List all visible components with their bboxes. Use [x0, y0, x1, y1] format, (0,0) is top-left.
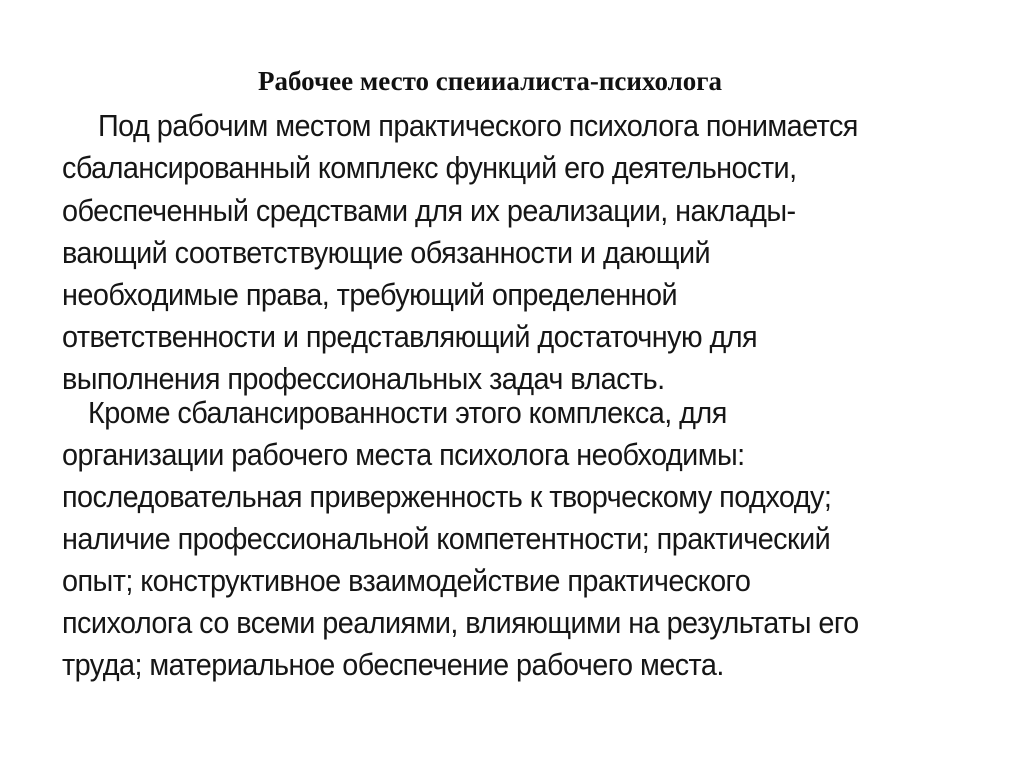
body-line: Кроме сбалансированности этого комплекса, для — [88, 395, 727, 430]
body-line: необходимые права, требующий определенной — [62, 277, 678, 312]
body-line: выполнения профессиональных задач власть. — [62, 361, 665, 396]
slide-title: Рабочее место спеииалиста-психолога — [258, 66, 722, 96]
body-line: Под рабочим местом практического психолога понимается — [98, 108, 858, 143]
body-line: ответственности и представляющий достаточную для — [62, 319, 758, 354]
body-line: организации рабочего места психолога необходимы: — [62, 437, 745, 472]
body-line: труда; материальное обеспечение рабочего места. — [62, 647, 724, 682]
body-line: опыт; конструктивное взаимодействие практического — [62, 563, 751, 598]
body-line: психолога со всеми реалиями, влияющими на результаты его — [62, 605, 859, 640]
body-line: сбалансированный комплекс функций его деятельности, — [62, 150, 797, 185]
body-line: обеспеченный средствами для их реализации, наклады- — [62, 193, 796, 228]
body-line: наличие профессиональной компетентности; практический — [62, 521, 831, 556]
body-line: вающий соответствующие обязанности и дающий — [62, 235, 711, 270]
body-line: последовательная приверженность к творческому подходу; — [62, 479, 832, 514]
